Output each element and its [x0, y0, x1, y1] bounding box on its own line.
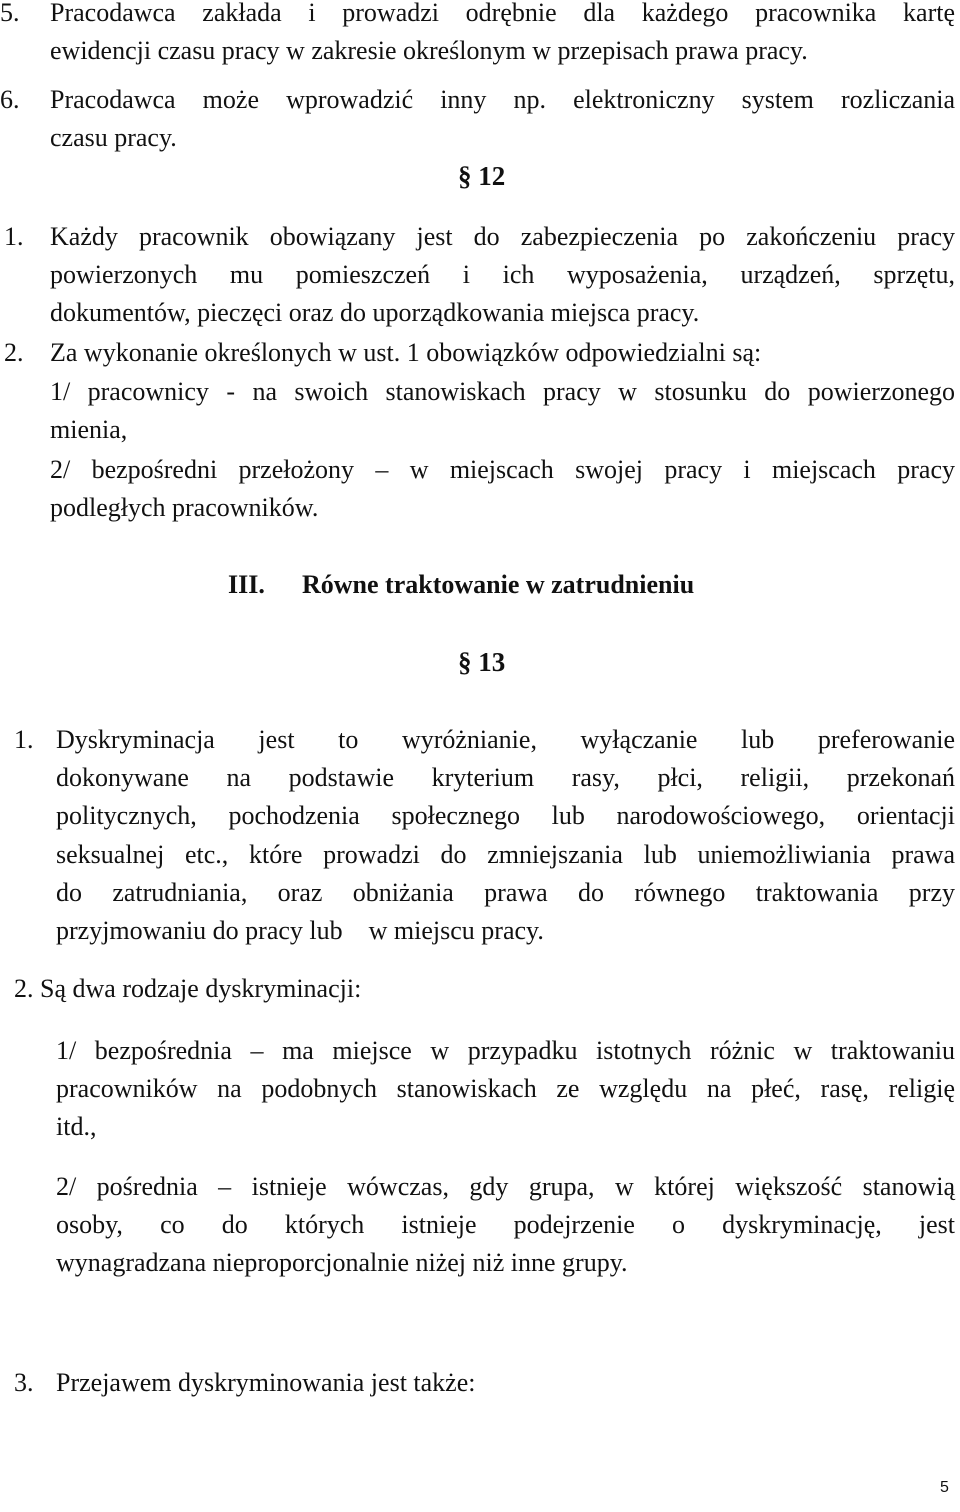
paragraph-line: Przejawem dyskryminowania jest także: [56, 1368, 476, 1397]
paragraph-line: Każdy pracownik obowiązany jest do zabezpieczenia po zakończeniu pracy [50, 222, 955, 251]
paragraph-line: Pracodawca zakłada i prowadzi odrębnie dla każdego pracownika kartę [50, 0, 955, 27]
paragraph-line: osoby, co do których istnieje podejrzenie o dyskryminację, jest [56, 1210, 955, 1239]
section-heading: § 13 [458, 647, 506, 677]
paragraph-line: politycznych, pochodzenia społecznego lub narodowościowego, orientacji [56, 801, 955, 830]
paragraph-line: 1/ bezpośrednia – ma miejsce w przypadku istotnych różnic w traktowaniu [56, 1036, 955, 1065]
paragraph-line: dokonywane na podstawie kryterium rasy, płci, religii, przekonań [56, 763, 955, 792]
paragraph-line: do zatrudniania, oraz obniżania prawa do równego traktowania przy [56, 878, 955, 907]
paragraph-line: dokumentów, pieczęci oraz do uporządkowania miejsca pracy. [50, 298, 700, 327]
paragraph-line: Pracodawca może wprowadzić inny np. elektroniczny system rozliczania [50, 85, 955, 114]
paragraph-line: pracowników na podobnych stanowiskach ze względu na płeć, rasę, religię [56, 1074, 955, 1103]
paragraph-line: 1/ pracownicy - na swoich stanowiskach pracy w stosunku do powierzonego [50, 377, 955, 406]
item-number: 1. [14, 725, 34, 754]
section-heading: § 12 [458, 161, 506, 191]
item-number: 5. [0, 0, 20, 27]
chapter-number: III. [228, 570, 265, 599]
paragraph-line: mienia, [50, 415, 128, 444]
item-number: 3. [14, 1368, 34, 1397]
paragraph-line: ewidencji czasu pracy w zakresie określonym w przepisach prawa pracy. [50, 36, 808, 65]
paragraph-line: przyjmowaniu do pracy lub w miejscu pracy. [56, 916, 544, 945]
paragraph-line: itd., [56, 1112, 97, 1141]
paragraph-line: podległych pracowników. [50, 493, 319, 522]
paragraph-line: wynagradzana nieproporcjonalnie niżej niż inne grupy. [56, 1248, 628, 1277]
item-number: 1. [4, 222, 24, 251]
paragraph-line: Za wykonanie określonych w ust. 1 obowiązków odpowiedzialni są: [50, 338, 762, 367]
paragraph-line: 2/ pośrednia – istnieje wówczas, gdy grupa, w której większość stanowią [56, 1172, 955, 1201]
paragraph-line: czasu pracy. [50, 123, 177, 152]
paragraph-line: 2. Są dwa rodzaje dyskryminacji: [14, 974, 362, 1003]
chapter-title: Równe traktowanie w zatrudnieniu [302, 570, 695, 599]
paragraph-line: 2/ bezpośredni przełożony – w miejscach swojej pracy i miejscach pracy [50, 455, 955, 484]
item-number: 6. [0, 85, 20, 114]
item-number: 2. [4, 338, 24, 367]
paragraph-line: seksualnej etc., które prowadzi do zmniejszania lub uniemożliwiania prawa [56, 840, 955, 869]
paragraph-line: Dyskryminacja jest to wyróżnianie, wyłączanie lub preferowanie [56, 725, 955, 754]
paragraph-line: powierzonych mu pomieszczeń i ich wyposażenia, urządzeń, sprzętu, [50, 260, 955, 289]
page-number: 5 [940, 1479, 949, 1496]
